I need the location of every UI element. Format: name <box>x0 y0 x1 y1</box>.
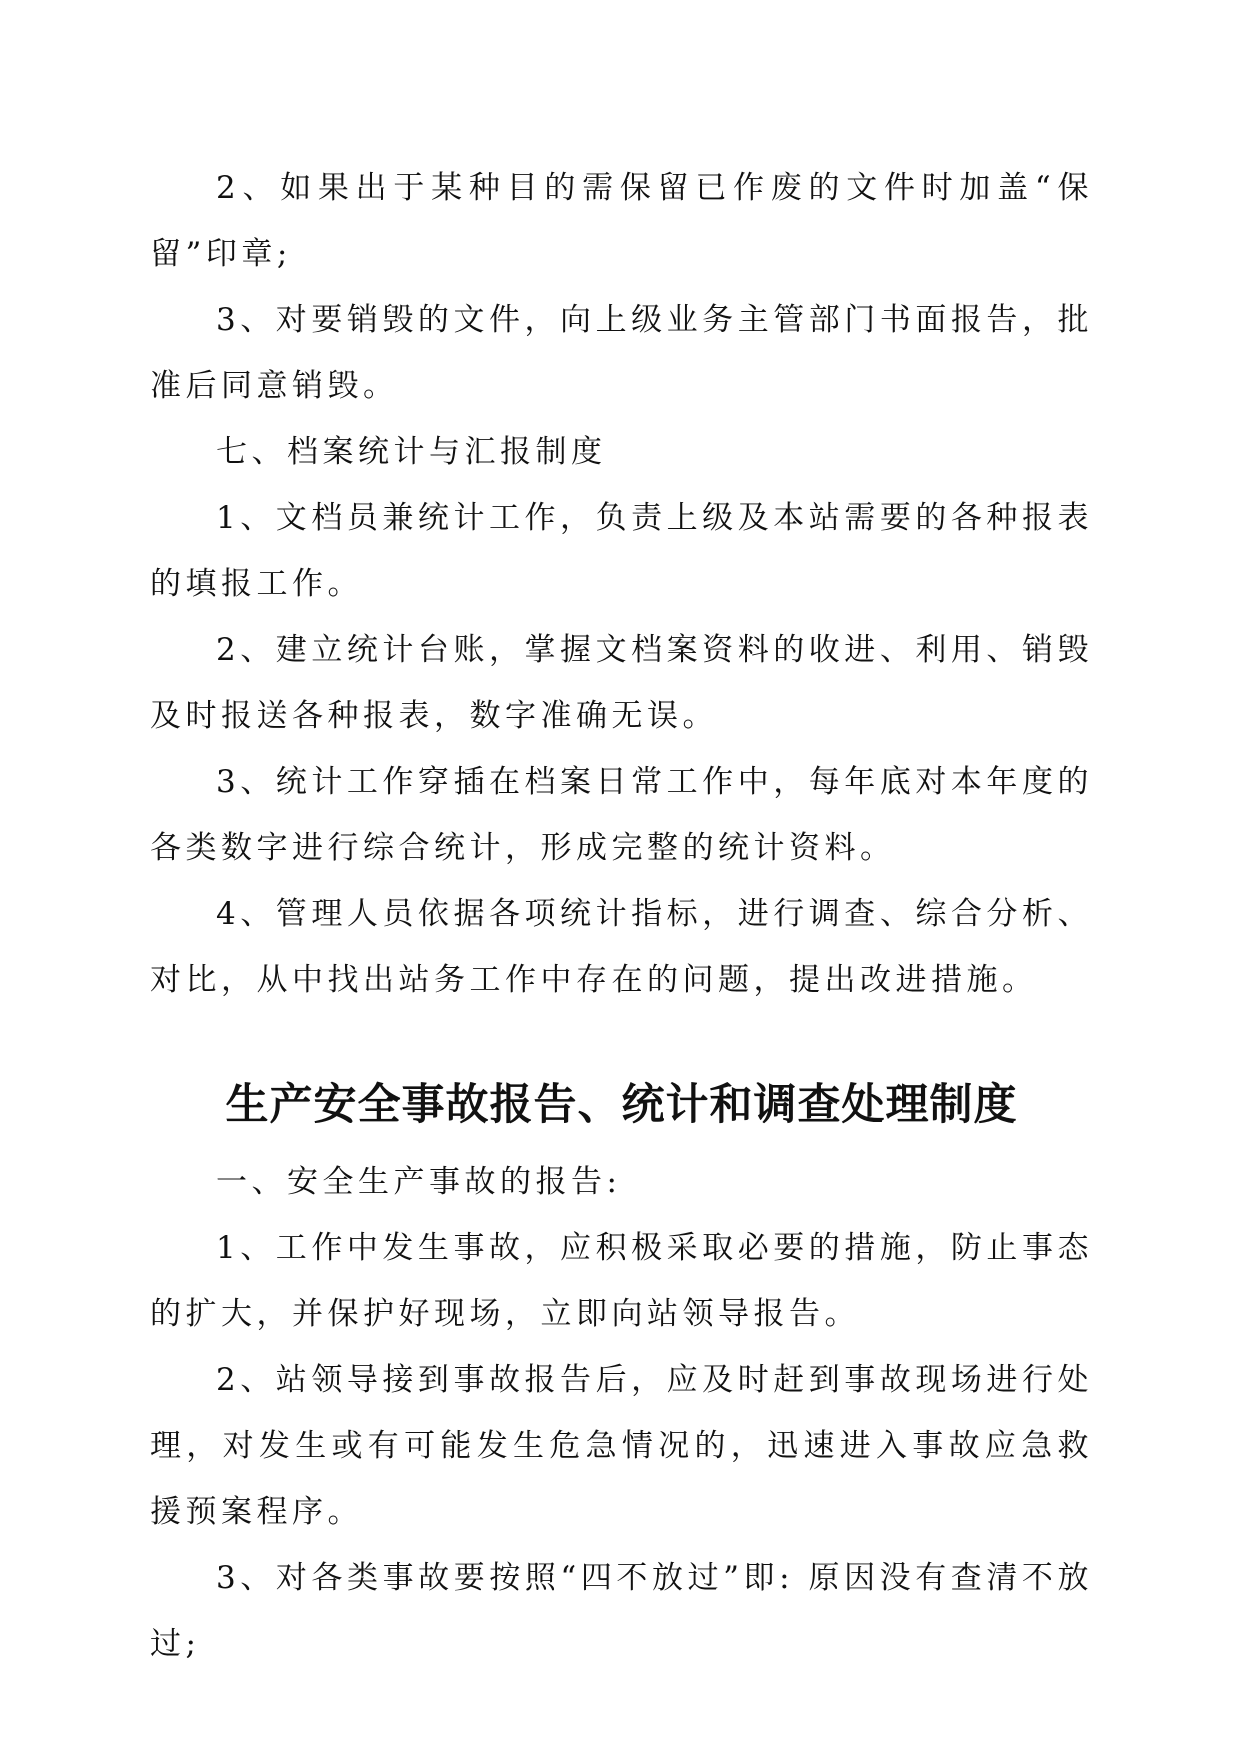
paragraph: 3、对各类事故要按照“四不放过”即: 原因没有查清不放过; <box>150 1560 1093 1662</box>
paragraph: 2、如果出于某种目的需保留已作废的文件时加盖“保留”印章; <box>150 170 1093 272</box>
paragraph: 2、建立统计台账，掌握文档案资料的收进、利用、销毁及时报送各种报表，数字准确无误。 <box>150 632 1093 734</box>
paragraph: 4、管理人员依据各项统计指标，进行调查、综合分析、对比，从中找出站务工作中存在的问题，提出改进措施。 <box>150 896 1093 998</box>
paragraph: 3、统计工作穿插在档案日常工作中，每年底对本年度的各类数字进行综合统计，形成完整的统计资料。 <box>150 764 1093 866</box>
paragraph: 1、工作中发生事故，应积极采取必要的措施，防止事态的扩大，并保护好现场，立即向站领导报告。 <box>150 1230 1093 1332</box>
paragraph: 1、文档员兼统计工作，负责上级及本站需要的各种报表的填报工作。 <box>150 500 1093 602</box>
paragraph: 2、站领导接到事故报告后，应及时赶到事故现场进行处理，对发生或有可能发生危急情况的，迅速进入事故应急救援预案程序。 <box>150 1362 1093 1530</box>
paragraph: 3、对要销毁的文件，向上级业务主管部门书面报告，批准后同意销毁。 <box>150 302 1093 404</box>
section-subheading: 七、档案统计与汇报制度 <box>216 434 607 470</box>
section-subheading: 一、安全生产事故的报告: <box>216 1164 622 1200</box>
section-title: 生产安全事故报告、统计和调查处理制度 <box>225 1080 1018 1130</box>
document-page <box>150 0 1093 1677</box>
